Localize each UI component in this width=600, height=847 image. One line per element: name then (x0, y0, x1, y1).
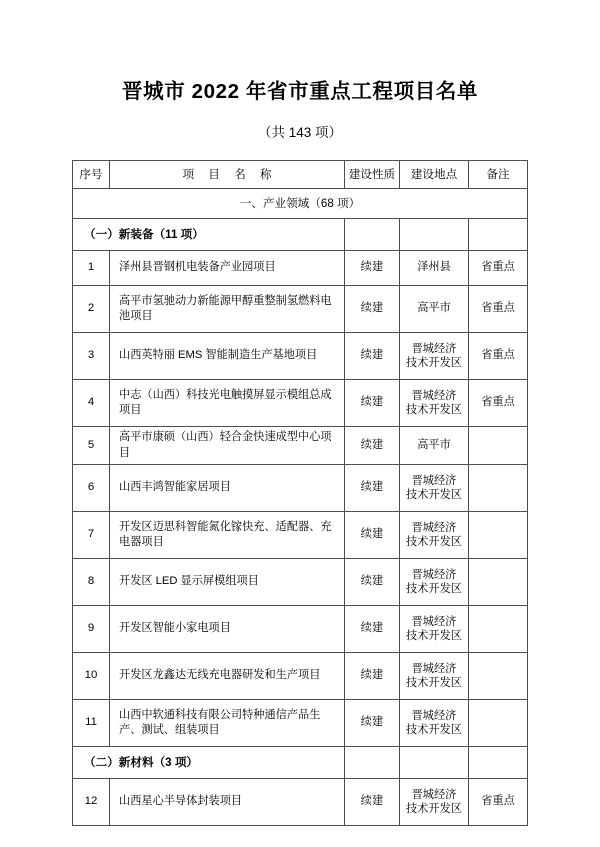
row-remark: 省重点 (469, 286, 528, 333)
table-row (73, 606, 528, 653)
row-nature: 续建 (345, 653, 400, 700)
row-no: 2 (73, 286, 110, 333)
table-row (73, 333, 528, 380)
table-row (73, 700, 528, 747)
column-header-remark: 备注 (469, 161, 528, 189)
row-no: 10 (73, 653, 110, 700)
row-remark (469, 653, 528, 700)
row-nature: 续建 (345, 465, 400, 512)
row-place: 晋城经济 技术开发区 (400, 606, 469, 653)
row-project-name: 中志（山西）科技光电触摸屏显示模组总成项目 (110, 380, 345, 427)
row-remark (469, 427, 528, 465)
row-no: 5 (73, 427, 110, 465)
row-project-name: 山西中软通科技有限公司特种通信产品生产、测试、组装项目 (110, 700, 345, 747)
row-remark (469, 512, 528, 559)
row-remark: 省重点 (469, 251, 528, 286)
row-no: 8 (73, 559, 110, 606)
subsection-blank-remark (469, 747, 528, 779)
table-row (73, 251, 528, 286)
subsection-blank-remark (469, 219, 528, 251)
row-nature: 续建 (345, 606, 400, 653)
table-row (73, 512, 528, 559)
row-remark: 省重点 (469, 779, 528, 826)
subsection-header-new-materials: （二）新材料（3 项） (73, 747, 345, 779)
row-place: 晋城经济 技术开发区 (400, 380, 469, 427)
column-header-nature: 建设性质 (345, 161, 400, 189)
row-project-name: 山西丰鸿智能家居项目 (110, 465, 345, 512)
row-nature: 续建 (345, 286, 400, 333)
row-nature: 续建 (345, 559, 400, 606)
row-place: 晋城经济 技术开发区 (400, 653, 469, 700)
column-header-name: 项 目 名 称 (110, 161, 345, 189)
row-nature: 续建 (345, 427, 400, 465)
row-place: 晋城经济 技术开发区 (400, 333, 469, 380)
subsection-blank-place (400, 219, 469, 251)
row-project-name: 高平市康硕（山西）轻合金快速成型中心项目 (110, 427, 345, 465)
table-row (73, 653, 528, 700)
row-project-name: 开发区龙鑫达无线充电器研发和生产项目 (110, 653, 345, 700)
row-place: 晋城经济 技术开发区 (400, 512, 469, 559)
table-header-row (73, 161, 528, 189)
row-remark (469, 606, 528, 653)
table-row (73, 427, 528, 465)
table-row (73, 286, 528, 333)
row-place: 高平市 (400, 286, 469, 333)
row-remark (469, 700, 528, 747)
page-subtitle: （共 143 项） (257, 125, 343, 140)
row-no: 6 (73, 465, 110, 512)
row-nature: 续建 (345, 333, 400, 380)
table-row (73, 380, 528, 427)
row-no: 7 (73, 512, 110, 559)
row-no: 4 (73, 380, 110, 427)
subsection-header-new-equipment: （一）新装备（11 项） (73, 219, 345, 251)
row-nature: 续建 (345, 380, 400, 427)
row-project-name: 山西星心半导体封装项目 (110, 779, 345, 826)
row-project-name: 开发区迈思科智能氮化镓快充、适配器、充电器项目 (110, 512, 345, 559)
row-project-name: 山西英特丽 EMS 智能制造生产基地项目 (110, 333, 345, 380)
row-nature: 续建 (345, 251, 400, 286)
row-no: 3 (73, 333, 110, 380)
row-remark (469, 559, 528, 606)
subsection-blank-nature (345, 219, 400, 251)
subsection-blank-nature (345, 747, 400, 779)
row-project-name: 开发区 LED 显示屏模组项目 (110, 559, 345, 606)
table-body (73, 161, 528, 826)
row-no: 9 (73, 606, 110, 653)
table-row (73, 465, 528, 512)
row-no: 12 (73, 779, 110, 826)
column-header-place: 建设地点 (400, 161, 469, 189)
row-place: 晋城经济 技术开发区 (400, 465, 469, 512)
page-title: 晋城市 2022 年省市重点工程项目名单 (122, 80, 478, 103)
row-nature: 续建 (345, 512, 400, 559)
row-place: 晋城经济 技术开发区 (400, 700, 469, 747)
section-header-industry: 一、产业领域（68 项） (73, 189, 528, 219)
row-place: 泽州县 (400, 251, 469, 286)
row-no: 11 (73, 700, 110, 747)
row-place: 晋城经济 技术开发区 (400, 779, 469, 826)
row-place: 高平市 (400, 427, 469, 465)
table-container (0, 143, 600, 826)
section-header-row-industry (73, 189, 528, 219)
subsection-blank-place (400, 747, 469, 779)
table-row (73, 559, 528, 606)
row-project-name: 泽州县晋钢机电装备产业园项目 (110, 251, 345, 286)
row-nature: 续建 (345, 779, 400, 826)
row-nature: 续建 (345, 700, 400, 747)
row-remark (469, 465, 528, 512)
row-project-name: 高平市氢驰动力新能源甲醇重整制氢燃料电池项目 (110, 286, 345, 333)
row-project-name: 开发区智能小家电项目 (110, 606, 345, 653)
row-remark: 省重点 (469, 380, 528, 427)
subsection-header-row-new-materials (73, 747, 528, 779)
project-list-table (72, 160, 528, 826)
subsection-header-row-new-equipment (73, 219, 528, 251)
column-header-no: 序号 (73, 161, 110, 189)
row-no: 1 (73, 251, 110, 286)
table-row (73, 779, 528, 826)
row-place: 晋城经济 技术开发区 (400, 559, 469, 606)
row-remark: 省重点 (469, 333, 528, 380)
